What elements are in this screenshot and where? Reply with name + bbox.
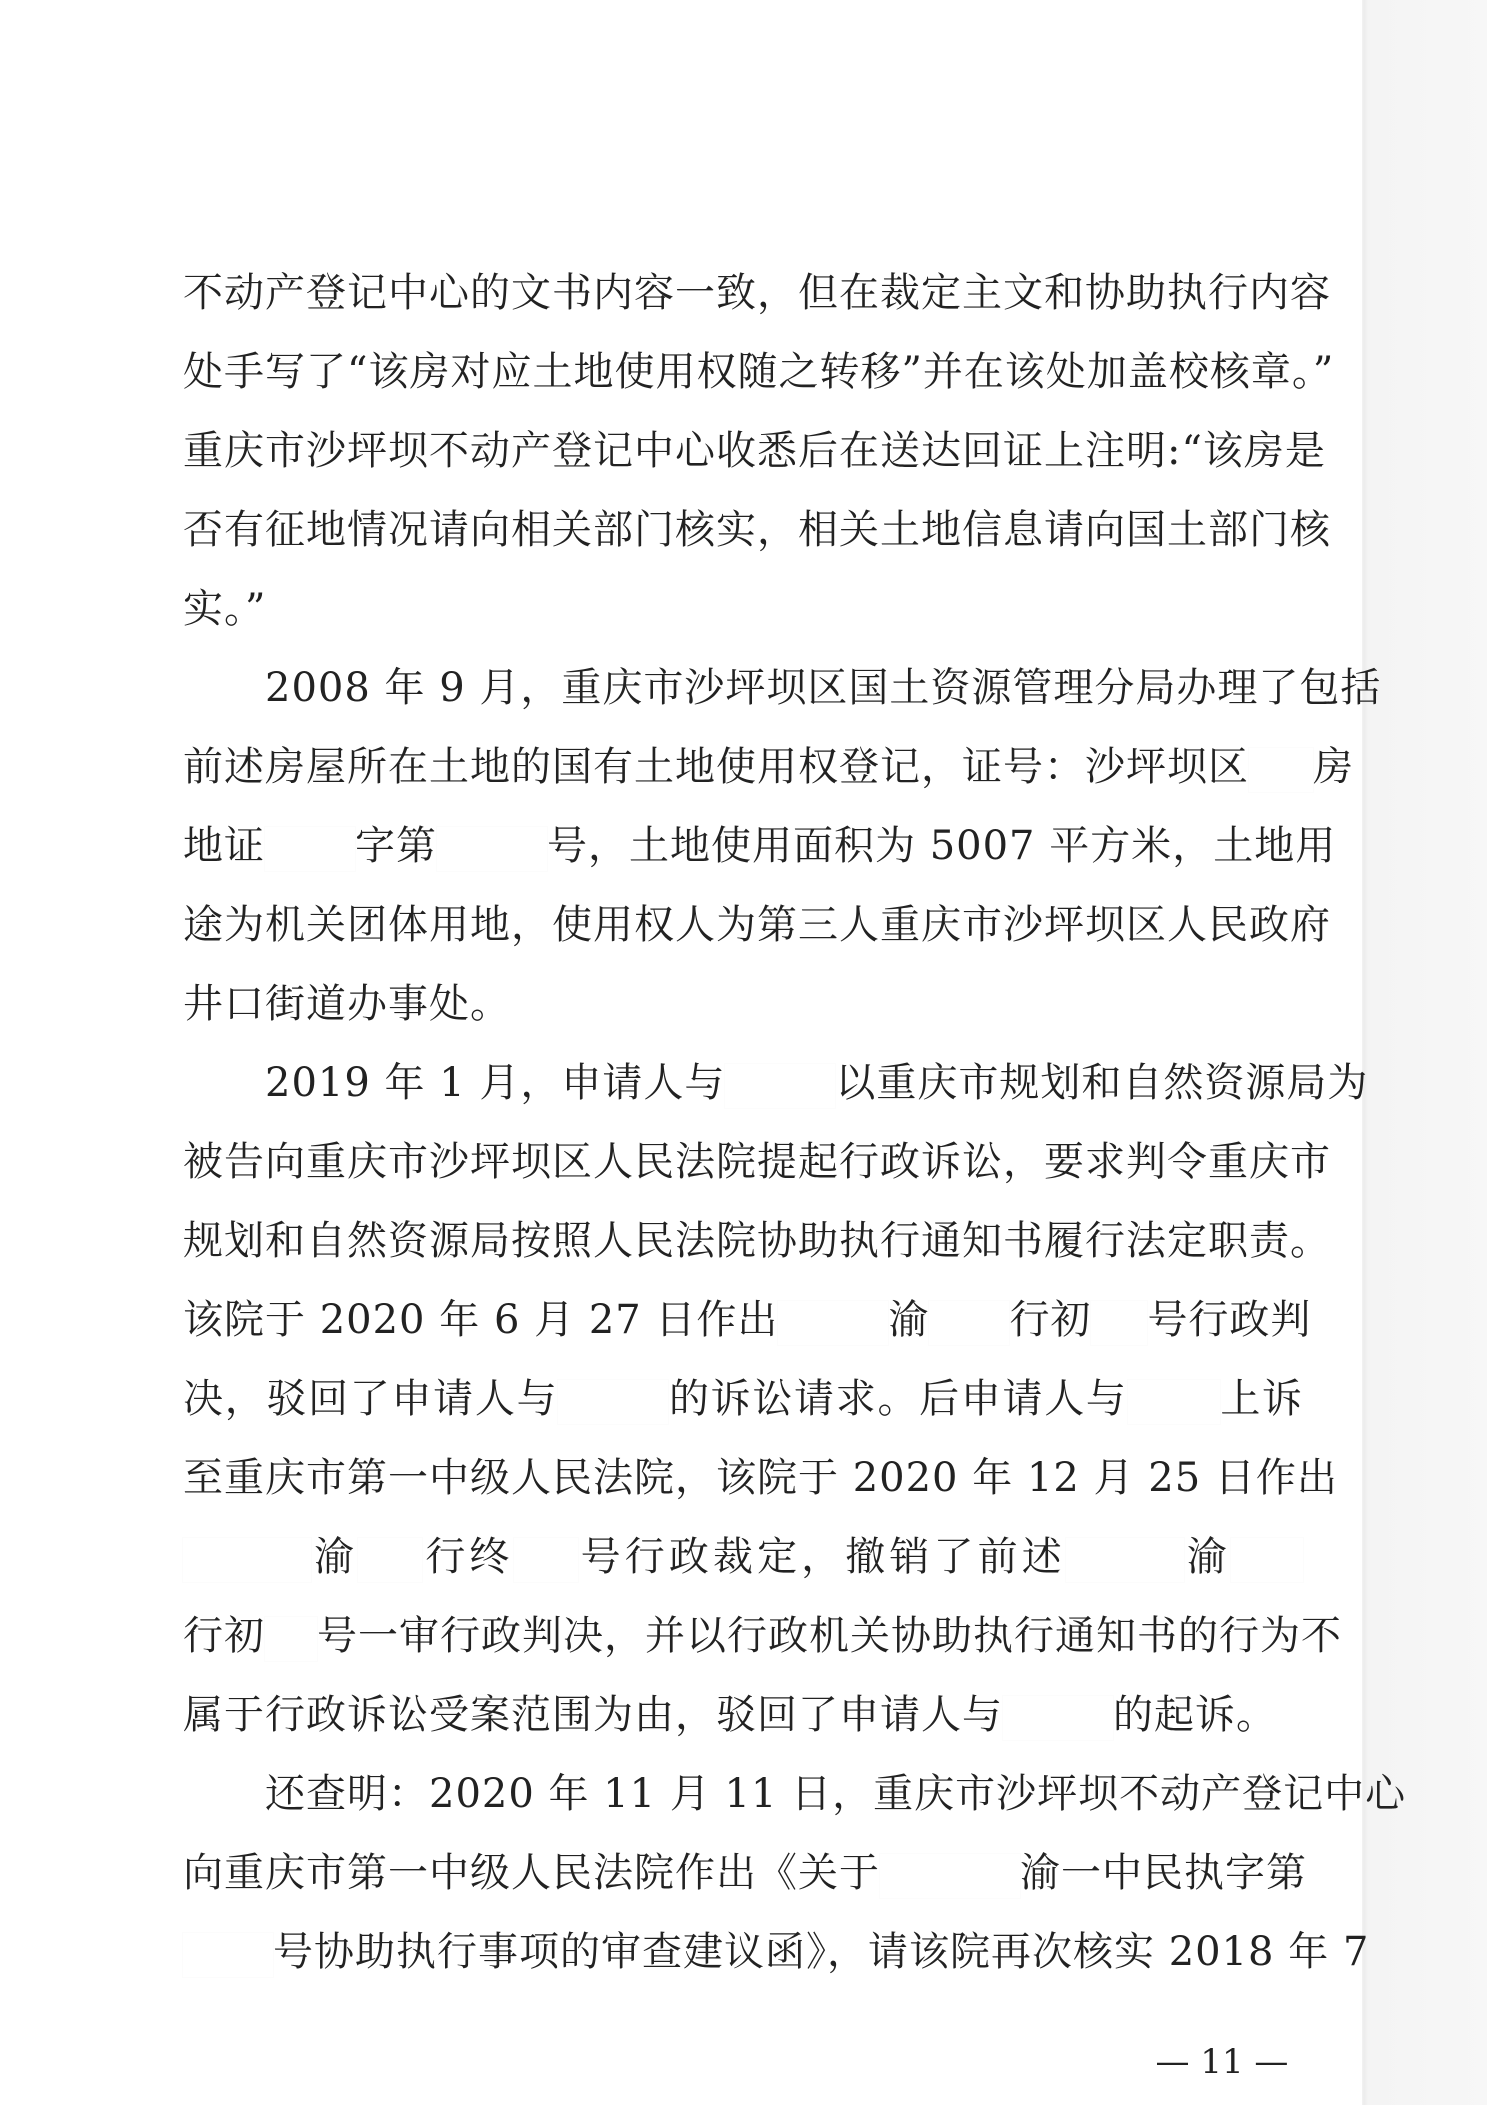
- text-line: [183, 505, 1331, 555]
- redaction-box: [183, 1933, 273, 1977]
- text-segment: 渝一中民执字第: [1020, 1850, 1307, 1896]
- text-segment: 属于行政诉讼受案范围为由，驳回了申请人与: [183, 1692, 1003, 1738]
- text-segment: 2019 年 1 月，申请人与: [265, 1060, 726, 1106]
- text-line: [183, 1848, 1307, 1898]
- text-segment: 号协助执行事项的审查建议函》，请该院再次核实 2018 年 7: [273, 1929, 1370, 1975]
- text-segment: 的起诉。: [1113, 1692, 1277, 1738]
- redaction-box: [929, 1301, 1009, 1345]
- text-segment: 向重庆市第一中级人民法院作出《关于: [183, 1850, 880, 1896]
- text-segment: 行终: [422, 1534, 514, 1580]
- redaction-box: [725, 1064, 835, 1108]
- text-line: [183, 900, 1331, 950]
- redaction-box: [1128, 1380, 1220, 1424]
- text-segment: 行初: [1009, 1297, 1092, 1343]
- page-number: — 11 —: [1155, 2042, 1289, 2082]
- text-segment: 行初: [183, 1613, 265, 1659]
- redaction-box: [1249, 748, 1313, 792]
- redaction-box: [265, 827, 355, 871]
- text-segment: 被告向重庆市沙坪坝区人民法院提起行政诉讼，要求判令重庆市: [183, 1139, 1331, 1185]
- redaction-box: [1091, 1301, 1147, 1345]
- text-segment: 决，驳回了申请人与: [183, 1376, 559, 1422]
- redaction-box: [358, 1538, 422, 1582]
- text-line: [183, 1295, 1312, 1345]
- text-line: [183, 1137, 1331, 1187]
- text-line: [183, 979, 1303, 1029]
- text-segment: 渝: [888, 1297, 930, 1343]
- text-line: [183, 1611, 1342, 1661]
- text-segment: 上诉: [1219, 1376, 1304, 1422]
- text-segment: 不动产登记中心的文书内容一致，但在裁定主文和协助执行内容: [183, 270, 1331, 316]
- text-segment: 井口街道办事处。: [183, 981, 511, 1027]
- text-segment: 规划和自然资源局按照人民法院协助执行通知书履行法定职责。: [183, 1218, 1331, 1264]
- text-segment: 实。”: [183, 586, 267, 632]
- redaction-box: [1066, 1538, 1184, 1582]
- redaction-box: [437, 827, 547, 871]
- text-line: [183, 1927, 1370, 1977]
- redaction-box: [1003, 1696, 1113, 1740]
- text-segment: 的诉讼请求。后申请人与: [668, 1376, 1128, 1422]
- text-line: [265, 1058, 1369, 1108]
- text-segment: 号行政判: [1147, 1297, 1312, 1343]
- text-line: [183, 1374, 1303, 1424]
- text-segment: 2008 年 9 月，重庆市沙坪坝区国土资源管理分局办理了包括: [265, 665, 1382, 711]
- text-segment: 还查明：2020 年 11 月 11 日，重庆市沙坪坝不动产登记中心: [265, 1771, 1407, 1817]
- redaction-box: [778, 1301, 888, 1345]
- text-segment: 字第: [355, 823, 437, 869]
- text-segment: 房: [1313, 744, 1354, 790]
- text-line: [183, 1216, 1331, 1266]
- text-segment: 前述房屋所在土地的国有土地使用权登记，证号：沙坪坝区: [183, 744, 1249, 790]
- text-segment: 该院于 2020 年 6 月 27 日作出: [183, 1297, 779, 1343]
- text-segment: 地证: [183, 823, 265, 869]
- text-segment: 否有征地情况请向相关部门核实，相关土地信息请向国土部门核: [183, 507, 1331, 553]
- redaction-box: [558, 1380, 668, 1424]
- redaction-box: [183, 1538, 311, 1582]
- text-line: [265, 1769, 1407, 1819]
- text-line: [183, 426, 1326, 476]
- text-line: [183, 347, 1335, 397]
- text-segment: 处手写了“该房对应土地使用权随之转移”并在该处加盖校核章。”: [183, 349, 1335, 395]
- text-segment: 以重庆市规划和自然资源局为: [835, 1060, 1369, 1106]
- text-segment: 重庆市沙坪坝不动产登记中心收悉后在送达回证上注明:“该房是: [183, 428, 1326, 474]
- redaction-box: [265, 1617, 317, 1661]
- text-line: [183, 584, 1303, 634]
- text-line: [183, 1532, 1303, 1582]
- text-line: [183, 1453, 1338, 1503]
- redaction-box: [1231, 1538, 1303, 1582]
- text-line: [183, 821, 1337, 871]
- text-line: [183, 1690, 1303, 1740]
- text-segment: 号一审行政判决，并以行政机关协助执行通知书的行为不: [317, 1613, 1342, 1659]
- text-segment: 至重庆市第一中级人民法院，该院于 2020 年 12 月 25 日作出: [183, 1455, 1338, 1501]
- text-segment: 渝: [1183, 1534, 1232, 1580]
- text-segment: 号行政裁定，撤销了前述: [577, 1534, 1066, 1580]
- text-line: [265, 663, 1382, 713]
- text-segment: 渝: [311, 1534, 359, 1580]
- text-segment: 途为机关团体用地，使用权人为第三人重庆市沙坪坝区人民政府: [183, 902, 1331, 948]
- redaction-box: [880, 1854, 1020, 1898]
- text-segment: 号，土地使用面积为 5007 平方米，土地用: [547, 823, 1337, 869]
- redaction-box: [514, 1538, 578, 1582]
- text-line: [183, 268, 1331, 318]
- text-line: [183, 742, 1354, 792]
